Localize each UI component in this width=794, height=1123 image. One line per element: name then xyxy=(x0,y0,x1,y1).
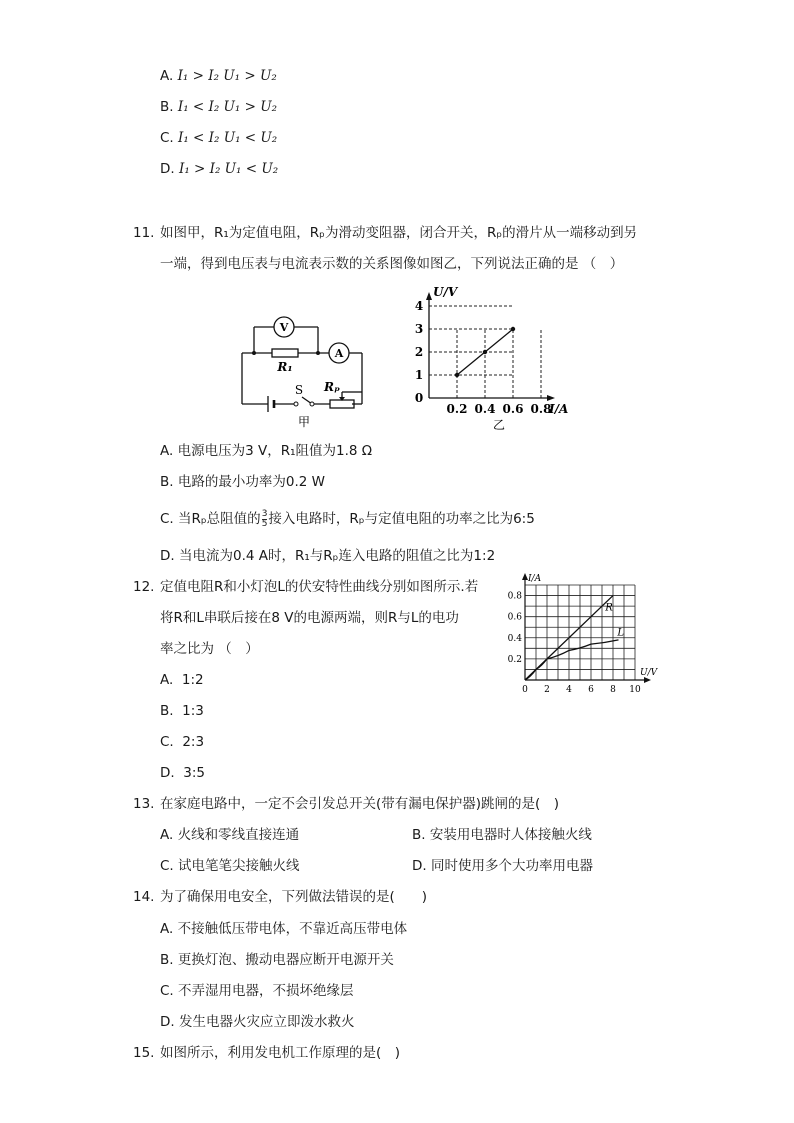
q14-stem: 为了确保用电安全，下列做法错误的是( ) xyxy=(160,889,428,905)
data-point xyxy=(483,350,487,354)
q10-option-a: A. I₁ > I₂ U₁ > U₂ xyxy=(160,68,277,84)
x-tick-label: 6 xyxy=(588,685,594,695)
q13-option-a: A. 火线和零线直接连通 xyxy=(160,827,300,843)
q12-option-b: B. 1:3 xyxy=(160,703,204,719)
x-tick-label: 0.2 xyxy=(446,402,468,416)
circuit-caption: 甲 xyxy=(297,415,311,429)
y-tick-label: 2 xyxy=(414,345,424,359)
y-tick-label: 0.4 xyxy=(507,633,522,644)
ammeter-label: A xyxy=(334,347,344,360)
y-tick-label: 3 xyxy=(414,322,424,336)
q13-stem: 在家庭电路中，一定不会引发总开关(带有漏电保护器)跳闸的是( ) xyxy=(160,796,560,812)
q15-number: 15. xyxy=(133,1045,155,1061)
q14-option-a: A. 不接触低压带电体，不靠近高压带电体 xyxy=(160,921,408,937)
q10-option-d: D. I₁ > I₂ U₁ < U₂ xyxy=(160,161,279,177)
q12-number: 12. xyxy=(133,579,155,595)
x-tick-label: 8 xyxy=(610,685,616,695)
q11-circuit-diagram xyxy=(232,312,372,432)
r1-resistor-symbol xyxy=(272,349,298,357)
x-tick-label: 10 xyxy=(629,685,641,695)
y-tick-label: 0 xyxy=(414,391,424,405)
rheostat-label: Rₚ xyxy=(324,380,340,394)
x-tick-label: 0.4 xyxy=(474,402,496,416)
q11-graph xyxy=(405,283,569,433)
y-tick-label: 4 xyxy=(414,299,424,313)
fraction-denominator: 5 xyxy=(261,518,268,529)
x-tick-label: 0 xyxy=(522,685,528,695)
data-point xyxy=(511,327,515,331)
q11-option-c: C. 当Rₚ总阻值的 $\frac{3}{5}$ 接入电路时，Rₚ与定值电阻的功率之比为6:5 xyxy=(160,508,535,529)
q13-option-c: C. 试电笔笔尖接触火线 xyxy=(160,858,300,874)
q13-number: 13. xyxy=(133,796,155,812)
fraction-numerator: 3 xyxy=(261,508,268,519)
switch-label: S xyxy=(294,383,304,397)
x-tick-label: 0.8 xyxy=(530,402,552,416)
q12-option-c: C. 2:3 xyxy=(160,734,205,750)
q15-stem: 如图所示，利用发电机工作原理的是( ) xyxy=(160,1045,401,1061)
q12-graph xyxy=(505,568,665,703)
y-tick-label: 1 xyxy=(414,368,424,382)
q11-option-d: D. 当电流为0.4 A时，R₁与Rₚ连入电路的阻值之比为1:2 xyxy=(160,548,496,564)
q11-number: 11. xyxy=(133,225,155,241)
x-axis-label: U/V xyxy=(640,668,658,678)
x-tick-label: 0.6 xyxy=(502,402,524,416)
q12-stem-line1: 定值电阻R和小灯泡L的伏安特性曲线分别如图所示.若 xyxy=(160,579,479,595)
q12-stem-line2: 将R和L串联后接在8 V的电源两端，则R与L的电功 xyxy=(160,610,459,626)
q11-option-a: A. 电源电压为3 V，R₁阻值为1.8 Ω xyxy=(160,443,373,459)
q11-stem-line1: 如图甲，R₁为定值电阻，Rₚ为滑动变阻器，闭合开关，Rₚ的滑片从一端移动到另 xyxy=(160,225,638,241)
q14-option-c: C. 不弄湿用电器，不损坏绝缘层 xyxy=(160,983,354,999)
y-axis-arrow xyxy=(426,292,432,300)
q13-option-b: B. 安装用电器时人体接触火线 xyxy=(412,827,592,843)
data-point xyxy=(455,373,459,377)
q10-option-b: B. I₁ < I₂ U₁ > U₂ xyxy=(160,99,278,115)
x-axis-arrow xyxy=(547,395,555,401)
r1-label: R₁ xyxy=(277,360,293,374)
q11-option-b: B. 电路的最小功率为0.2 W xyxy=(160,474,325,490)
q12-option-a: A. 1:2 xyxy=(160,672,204,688)
q14-number: 14. xyxy=(133,889,155,905)
graph-caption: 乙 xyxy=(492,418,506,432)
rheostat-symbol xyxy=(330,400,354,408)
x-tick-label: 4 xyxy=(566,685,572,695)
y-tick-label: 0.2 xyxy=(507,654,522,665)
y-axis-label: U/V xyxy=(433,285,458,299)
series-l-curve xyxy=(525,640,619,680)
series-r-label: R xyxy=(605,602,613,614)
voltmeter-label: V xyxy=(279,321,289,334)
q14-option-d: D. 发生电器火灾应立即泼水救火 xyxy=(160,1014,355,1030)
y-axis-label: I/A xyxy=(528,574,542,584)
q12-stem-line3: 率之比为 （ ） xyxy=(160,641,259,657)
q14-option-b: B. 更换灯泡、搬动电器应断开电源开关 xyxy=(160,952,394,968)
q10-option-c: C. I₁ < I₂ U₁ < U₂ xyxy=(160,130,278,146)
series-l-label: L xyxy=(617,627,625,639)
y-tick-label: 0.8 xyxy=(507,591,522,602)
q11-stem-line2: 一端，得到电压表与电流表示数的关系图像如图乙，下列说法正确的是 （ ） xyxy=(160,256,624,272)
x-axis-label: I/A xyxy=(549,402,569,416)
y-tick-label: 0.6 xyxy=(507,612,522,623)
q12-option-d: D. 3:5 xyxy=(160,765,206,781)
q13-option-d: D. 同时使用多个大功率用电器 xyxy=(412,858,593,874)
x-tick-label: 2 xyxy=(544,685,550,695)
